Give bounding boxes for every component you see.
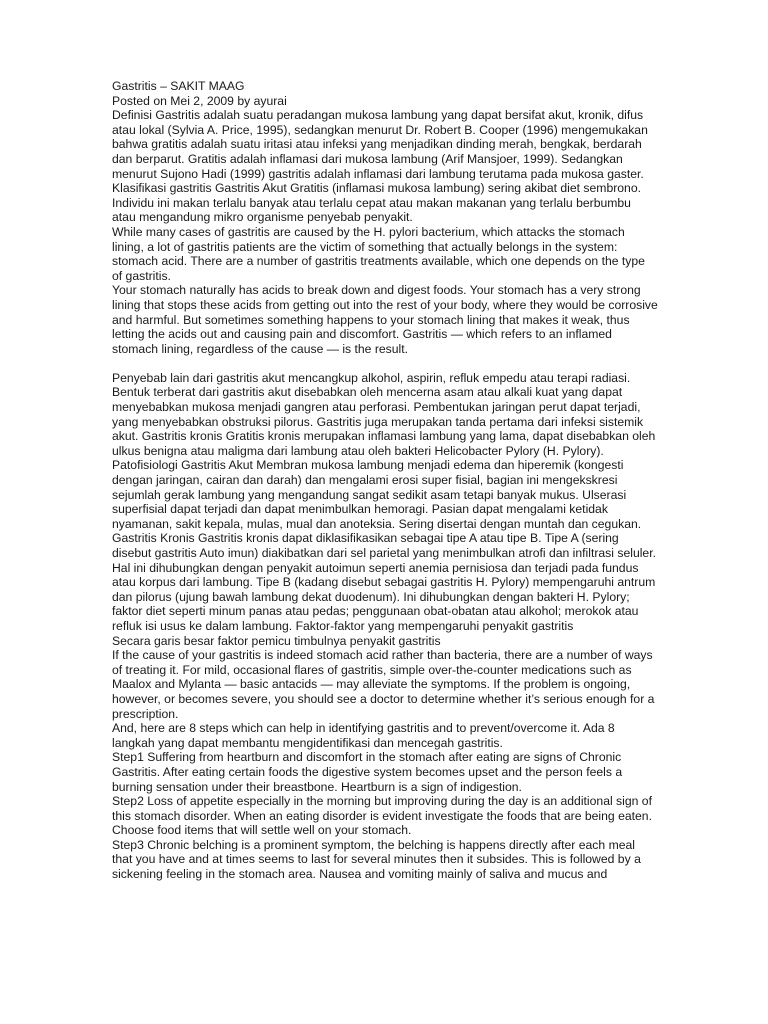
paragraph-stomach-acid: Your stomach naturally has acids to break down and digest foods. Your stomach has a very strong lining that stops these acids from getting out into the rest of your body, where they would be corrosive and harmful. But sometimes something happens to your stomach lining that makes it weak, thus letting the acids out and causing pain and discomfort. Gastritis — which refers to an inflamed stomach lining, regardless of the cause — is the result. [112,283,658,356]
paragraph-h-pylori: While many cases of gastritis are caused by the H. pylori bacterium, which attacks the stomach lining, a lot of gastritis patients are the victim of something that actually belongs in the system: stomach acid. There are a number of gastritis treatments available, which one depends on the type of gastritis. [112,224,645,283]
paragraph-trigger-factors: Secara garis besar faktor pemicu timbulnya penyakit gastritis [112,633,441,648]
paragraph-treatment: If the cause of your gastritis is indeed stomach acid rather than bacteria, there are a number of ways of treating it. For mild, occasional flares of gastritis, simple over-the-counter medications such as Maalox and Mylanta — basic antacids — may alleviate the symptoms. If the problem is ongoing, however, or becomes severe, you should see a doctor to determine whether it’s serious enough for a prescription. [112,648,655,721]
paragraph-steps-intro: And, here are 8 steps which can help in identifying gastritis and to prevent/overcome it. Ada 8 langkah yang dapat membantu mengidentifikasi dan mencegah gastritis. [112,721,615,750]
paragraph-spacer [112,356,658,371]
paragraph-causes: Penyebab lain dari gastritis akut mencangkup alkohol, aspirin, refluk empedu atau terapi radiasi. Bentuk terberat dari gastritis akut disebabkan oleh mencerna asam atau alkali kuat yang dapat menyebabkan mukosa menjadi gangren atau perforasi. Pembentukan jaringan perut dapat terjadi, yang menyebabkan obstruksi pilorus. Gastritis juga merupakan tanda pertama dari infeksi sistemik akut. Gastritis kronis Gratitis kronis merupakan inflamasi lambung yang lama, dapat disebabkan oleh ulkus benigna atau maligma dari lambung atau oleh bakteri Helicobacter Pylory (H. Pylory). Patofisiologi Gastritis Akut Membran mukosa lambung menjadi edema dan hiperemik (kongesti dengan jaringan, cairan dan darah) dan mengalami erosi super fisial, bagian ini mengekskresi sejumlah gerak lambung yang mengandung sangat sedikit asam tetapi banyak mukus. Ulserasi superfisial dapat terjadi dan dapat menimbulkan hemoragi. Pasian dapat mengalami ketidak nyamanan, sakit kepala, mulas, mual dan anoteksia. Sering disertai dengan muntah dan cegukan. Gastritis Kronis Gastritis kronis dapat diklasifikasikan sebagai tipe A atau tipe B. Tipe A (sering disebut gastritis Auto imun) diakibatkan dari sel parietal yang menimbulkan atrofi dan infiltrasi seluler. Hal ini dihubungkan dengan penyakit autoimun seperti anemia pernisiosa dan terjadi pada fundus atau korpus dari lambung. Tipe B (kadang disebut sebagai gastritis H. Pylory) mempengaruhi antrum dan pilorus (ujung bawah lambung dekat duodenum). Ini dihubungkan dengan bakteri H. Pylory; faktor diet seperti minum panas atau pedas; penggunaan obat-obatan atau alkohol; merokok atau refluk isi usus ke dalam lambung. Faktor-faktor yang mempengaruhi penyakit gastritis [112,370,656,633]
paragraph-step-1: Step1 Suffering from heartburn and discomfort in the stomach after eating are signs of Chronic Gastritis. After eating certain foods the digestive system becomes upset and the person feels a burning sensation under their breastbone. Heartburn is a sign of indigestion. [112,750,623,794]
document-page [112,79,658,882]
document-title: Gastritis – SAKIT MAAG [112,79,245,93]
paragraph-step-2: Step2 Loss of appetite especially in the morning but improving during the day is an additional sign of this stomach disorder. When an eating disorder is evident investigate the foods that are being eaten. Choose food items that will settle well on your stomach. [112,794,652,838]
paragraph-step-3: Step3 Chronic belching is a prominent symptom, the belching is happens directly after each meal that you have and at times seems to last for several minutes then it subsides. This is followed by a sickening feeling in the stomach area. Nausea and vomiting mainly of saliva and mucus and [112,837,641,882]
paragraph-definition: Definisi Gastritis adalah suatu peradangan mukosa lambung yang dapat bersifat akut, kronik, difus atau lokal (Sylvia A. Price, 1995), sedangkan menurut Dr. Robert B. Cooper (1996) mengemukakan bahwa gratitis adalah suatu iritasi atau infeksi yang menjadikan dinding merah, bengkak, berdarah dan berparut. Gratitis adalah inflamasi dari mukosa lambung (Arif Mansjoer, 1999). Sedangkan menurut Sujono Hadi (1999) gastritis adalah inflamasi dari lambung terutama pada mukosa gaster. Klasifikasi gastritis Gastritis Akut Gratitis (inflamasi mukosa lambung) sering akibat diet sembrono. Individu ini makan terlalu banyak atau terlalu cepat atau makan makanan yang terlalu berbumbu atau mengandung mikro organisme penyebab penyakit. [112,108,648,225]
post-meta: Posted on Mei 2, 2009 by ayurai [112,93,287,108]
